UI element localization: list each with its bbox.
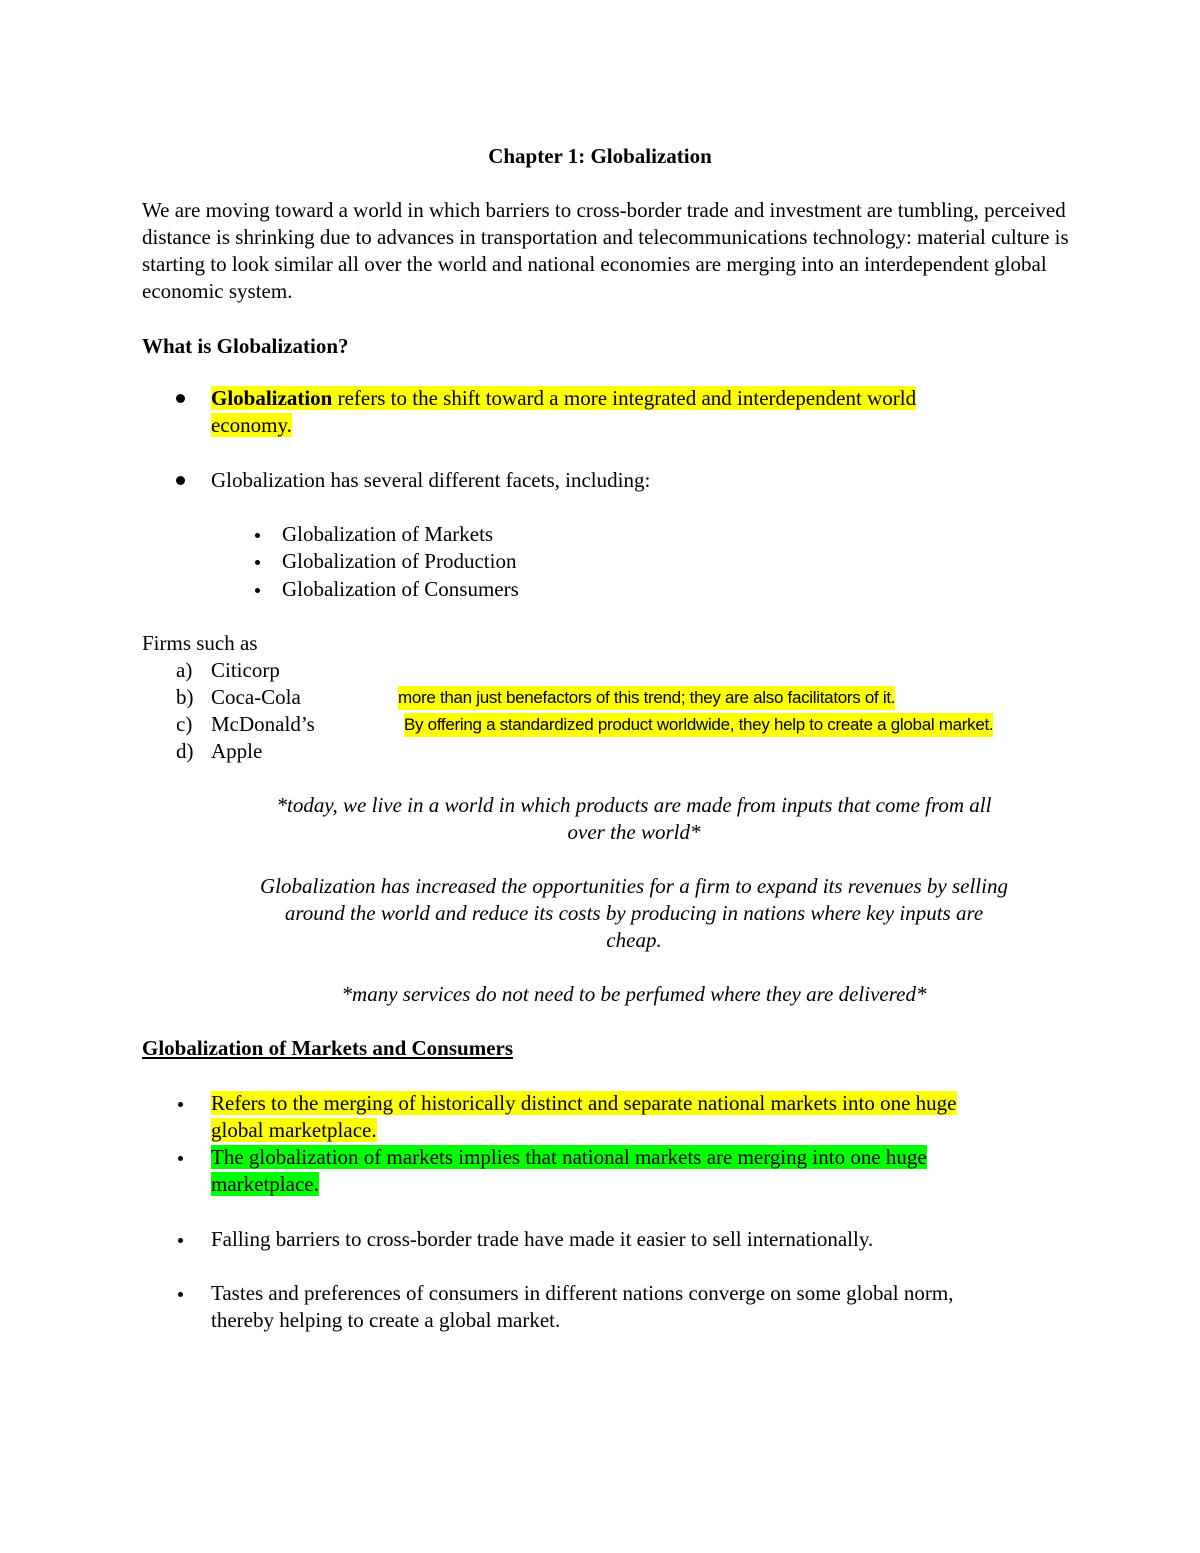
highlighted-text: marketplace. bbox=[211, 1172, 319, 1196]
markets-bullet-line: Tastes and preferences of consumers in different nations converge on some global norm, bbox=[211, 1281, 954, 1305]
quote-line: around the world and reduce its costs by producing in nations where key inputs are bbox=[284, 901, 984, 925]
facet-item: Globalization of Markets bbox=[282, 522, 494, 546]
section-heading-what-is-globalization: What is Globalization? bbox=[142, 334, 349, 358]
markets-bullet-line bbox=[211, 1090, 957, 1117]
sub-bullet-dot bbox=[255, 533, 260, 538]
quote-line: Globalization has increased the opportunities for a firm to expand its revenues by selling bbox=[260, 874, 1008, 898]
definition-line-2 bbox=[211, 412, 292, 439]
intro-paragraph: We are moving toward a world in which barriers to cross-border trade and investment are tumbling, perceived distance is shrinking due to advances in transportation and telecommunications technology: material culture is starting to look similar all over the world and national economies are merging into an interdependent global economic system. bbox=[142, 198, 1069, 303]
sub-bullet-dot bbox=[255, 588, 260, 593]
firm-name: Citicorp bbox=[211, 658, 280, 682]
bullet-dot bbox=[178, 1102, 183, 1107]
firm-name: Apple bbox=[211, 739, 263, 763]
definition-text: refers to the shift toward a more integrated and interdependent world bbox=[332, 386, 917, 410]
firms-intro: Firms such as bbox=[142, 631, 258, 655]
list-marker: c) bbox=[176, 712, 193, 736]
sub-bullet-dot bbox=[255, 560, 260, 565]
quote-line: over the world* bbox=[567, 820, 701, 844]
quote-line: *many services do not need to be perfumed where they are delivered* bbox=[341, 982, 927, 1006]
bullet-dot bbox=[178, 1292, 183, 1297]
highlighted-text: global marketplace. bbox=[211, 1118, 377, 1142]
firm-note-facilitators: more than just benefactors of this trend; they are also facilitators of it. bbox=[398, 686, 895, 710]
quote-line: *today, we live in a world in which products are made from inputs that come from all bbox=[276, 793, 992, 817]
list-marker: b) bbox=[176, 685, 194, 709]
markets-bullet-line: thereby helping to create a global market. bbox=[211, 1308, 561, 1332]
section-heading-markets-consumers: Globalization of Markets and Consumers bbox=[142, 1036, 514, 1060]
facet-item: Globalization of Consumers bbox=[282, 577, 519, 601]
highlighted-text: Refers to the merging of historically distinct and separate national markets into one huge bbox=[211, 1091, 957, 1115]
markets-bullet-line bbox=[211, 1171, 319, 1198]
markets-bullet-line: Falling barriers to cross-border trade have made it easier to sell internationally. bbox=[211, 1227, 874, 1251]
firm-name: McDonald’s bbox=[211, 712, 315, 736]
bullet-dot bbox=[176, 394, 185, 403]
firm-note-global-market: By offering a standardized product worldwide, they help to create a global market. bbox=[404, 713, 993, 737]
definition-line-1 bbox=[211, 385, 916, 412]
list-marker: a) bbox=[176, 658, 193, 682]
quote-line: cheap. bbox=[606, 928, 662, 952]
firm-name: Coca-Cola bbox=[211, 685, 301, 709]
bullet-dot bbox=[176, 476, 185, 485]
page-title: Chapter 1: Globalization bbox=[488, 144, 712, 168]
bullet-dot bbox=[178, 1156, 183, 1161]
facet-item: Globalization of Production bbox=[282, 549, 517, 573]
facets-intro: Globalization has several different facets, including: bbox=[211, 468, 651, 492]
term-globalization: Globalization bbox=[211, 386, 333, 410]
definition-text-cont: economy. bbox=[211, 413, 292, 437]
markets-bullet-line bbox=[211, 1144, 927, 1171]
bullet-dot bbox=[178, 1238, 183, 1243]
highlighted-text: The globalization of markets implies that national markets are merging into one huge bbox=[211, 1145, 927, 1169]
list-marker: d) bbox=[176, 739, 194, 763]
markets-bullet-line bbox=[211, 1117, 377, 1144]
